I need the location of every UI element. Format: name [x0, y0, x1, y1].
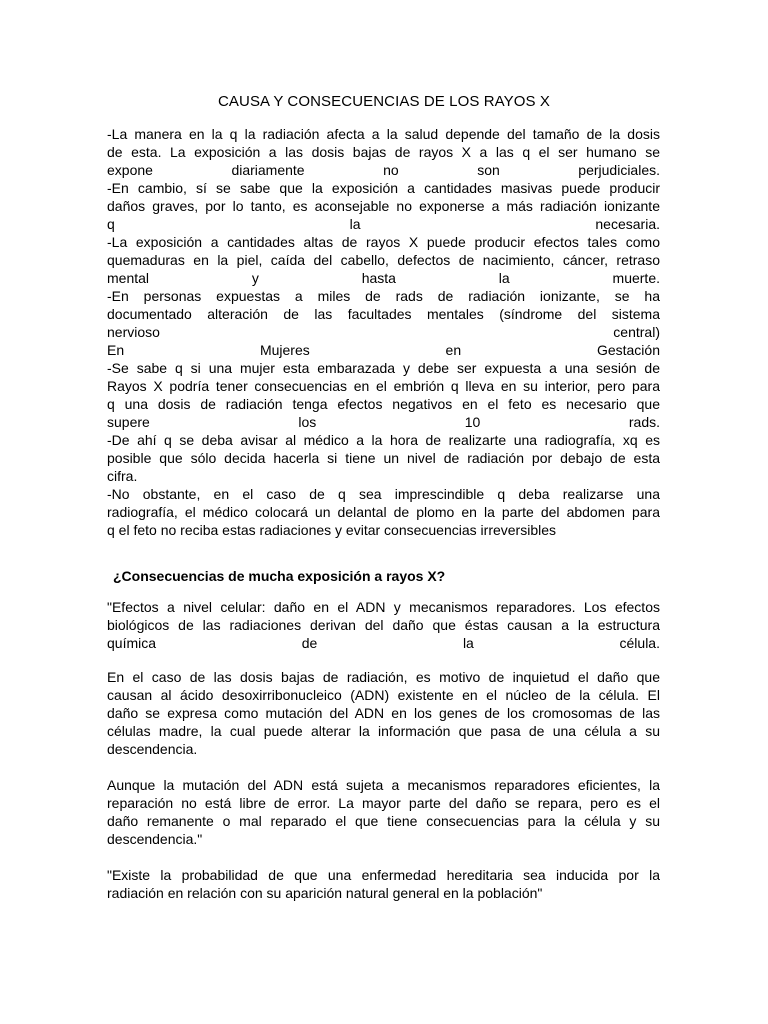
text-line: causan al ácido desoxirribonucleico (ADN) existente en el núcleo de la célula. El: [107, 687, 660, 703]
text-line: daño se expresa como mutación del ADN en los genes de los cromosomas de las: [107, 705, 660, 721]
text-line: q una dosis de radiación tenga efectos negativos en el feto es necesario que: [107, 396, 660, 412]
text-line: -No obstante, en el caso de q sea imprescindible q deba realizarse una: [107, 486, 660, 502]
text-line: descendencia.: [107, 741, 198, 757]
text-line: expone diariamente no son perjudiciales.: [107, 162, 660, 178]
text-line: -En personas expuestas a miles de rads de radiación ionizante, se ha: [107, 288, 660, 304]
text-line: nervioso central): [107, 324, 660, 340]
text-line: cifra.: [107, 468, 138, 484]
text-line: Aunque la mutación del ADN está sujeta a mecanismos reparadores eficientes, la: [107, 777, 660, 793]
text-line: "Existe la probabilidad de que una enfermedad hereditaria sea inducida por la: [107, 867, 660, 883]
text-line: supere los 10 rads.: [107, 414, 660, 430]
text-line: "Efectos a nivel celular: daño en el ADN y mecanismos reparadores. Los efectos: [107, 599, 660, 615]
text-line: reparación no está libre de error. La mayor parte del daño se repara, pero es el: [107, 795, 660, 811]
text-line: daños graves, por lo tanto, es aconsejable no exponerse a más radiación ionizante: [107, 198, 660, 214]
paragraph-low-doses: [107, 668, 660, 758]
text-line: q la necesaria.: [107, 216, 660, 232]
text-line: Rayos X podría tener consecuencias en el embrión q lleva en su interior, pero para: [107, 378, 660, 394]
text-line: En el caso de las dosis bajas de radiación, es motivo de inquietud el daño que: [107, 669, 660, 685]
paragraph-hereditary: [107, 866, 660, 902]
text-line: -La manera en la q la radiación afecta a la salud depende del tamaño de la dosis: [107, 126, 660, 142]
text-line: -En cambio, sí se sabe que la exposición a cantidades masivas puede producir: [107, 180, 660, 196]
paragraph-dna-repair: [107, 776, 660, 848]
page-title: CAUSA Y CONSECUENCIAS DE LOS RAYOS X: [217, 93, 551, 110]
text-line: biológicos de las radiaciones derivan del daño que éstas causan a la estructura: [107, 617, 660, 633]
text-line: quemaduras en la piel, caída del cabello, defectos de nacimiento, cáncer, retraso: [107, 252, 660, 268]
text-line: química de la célula.: [107, 635, 660, 651]
text-line: q el feto no reciba estas radiaciones y evitar consecuencias irreversibles: [107, 522, 557, 538]
text-line: documentado alteración de las facultades mentales (síndrome del sistema: [107, 306, 660, 322]
text-line: radiación en relación con su aparición natural general en la población": [107, 885, 543, 901]
text-line: células madre, la cual puede alterar la información que pasa de una célula a su: [107, 723, 660, 739]
paragraph-cellular-effects: [107, 598, 660, 652]
text-line: -De ahí q se deba avisar al médico a la hora de realizarte una radiografía, xq es: [107, 432, 660, 448]
text-line: mental y hasta la muerte.: [107, 270, 660, 286]
text-line: -Se sabe q si una mujer esta embarazada y debe ser expuesta a una sesión de: [107, 360, 660, 376]
text-line: posible que sólo decida hacerla si tiene un nivel de radiación por debajo de esta: [107, 450, 660, 466]
section-subtitle: ¿Consecuencias de mucha exposición a rayos X?: [113, 568, 446, 584]
text-line: de esta. La exposición a las dosis bajas de rayos X a las q el ser humano se: [107, 144, 660, 160]
section-causes: [107, 125, 660, 539]
text-line: -La exposición a cantidades altas de rayos X puede producir efectos tales como: [107, 234, 660, 250]
text-line: descendencia.": [107, 831, 203, 847]
text-line: daño remanente o mal reparado el que tiene consecuencias para la célula y su: [107, 813, 660, 829]
text-line: radiografía, el médico colocará un delantal de plomo en la parte del abdomen para: [107, 504, 660, 520]
text-line: En Mujeres en Gestación: [107, 342, 660, 358]
